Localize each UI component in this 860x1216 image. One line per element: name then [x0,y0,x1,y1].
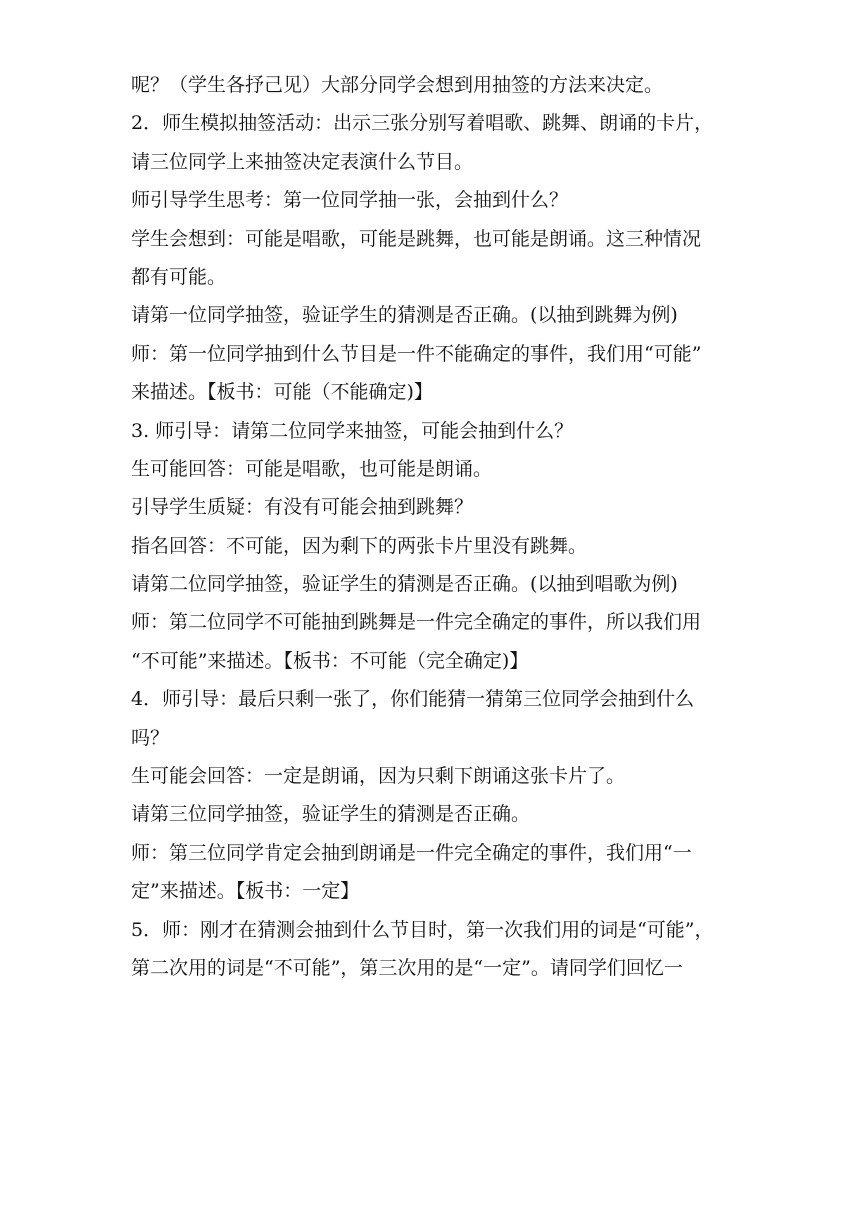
text-line: 2．师生模拟抽签活动：出示三张分别写着唱歌、跳舞、朗诵的卡片， [131,112,714,135]
text-line: 请第一位同学抽签，验证学生的猜测是否正确。(以抽到跳舞为例) [131,304,678,327]
text-line: 师引导学生思考：第一位同学抽一张，会抽到什么？ [131,189,569,212]
text-line: 5．师：刚才在猜测会抽到什么节目时，第一次我们用的词是“可能”， [131,918,714,941]
text-line: “不可能”来描述。【板书：不可能（完全确定)】 [131,649,529,672]
text-line: 指名回答：不可能，因为剩下的两张卡片里没有跳舞。 [131,534,588,557]
text-line: 师：第二位同学不可能抽到跳舞是一件完全确定的事件，所以我们用 [131,611,702,634]
text-line: 来描述。【板书：可能（不能确定)】 [131,381,433,404]
text-line: 师：第一位同学抽到什么节目是一件不能确定的事件，我们用“可能” [131,342,702,365]
text-line: 请第三位同学抽签，验证学生的猜测是否正确。 [131,803,531,826]
text-line: 3. 师引导：请第二位同学来抽签，可能会抽到什么？ [131,419,574,442]
text-line: 呢？（学生各抒己见）大部分同学会想到用抽签的方法来决定。 [131,74,664,96]
text-line: 请三位同学上来抽签决定表演什么节目。 [131,150,474,173]
text-line: 定”来描述。【板书：一定】 [131,880,360,903]
text-line: 第二次用的词是“不可能”，第三次用的是“一定”。请同学们回忆一 [131,956,683,979]
text-line: 引导学生质疑：有没有可能会抽到跳舞？ [131,496,474,519]
text-line: 生可能回答：可能是唱歌，也可能是朗诵。 [131,457,493,480]
text-line: 生可能会回答：一定是朗诵，因为只剩下朗诵这张卡片了。 [131,765,626,788]
text-line: 师：第三位同学肯定会抽到朗诵是一件完全确定的事件，我们用“一 [131,841,692,864]
text-line: 都有可能。 [131,265,227,288]
text-line: 吗？ [131,726,170,749]
document-body [131,66,741,987]
text-line: 请第二位同学抽签，验证学生的猜测是否正确。(以抽到唱歌为例) [131,573,678,596]
text-line: 4．师引导：最后只剩一张了，你们能猜一猜第三位同学会抽到什么 [131,688,695,711]
text-line: 学生会想到：可能是唱歌，可能是跳舞，也可能是朗诵。这三种情况 [131,227,702,250]
